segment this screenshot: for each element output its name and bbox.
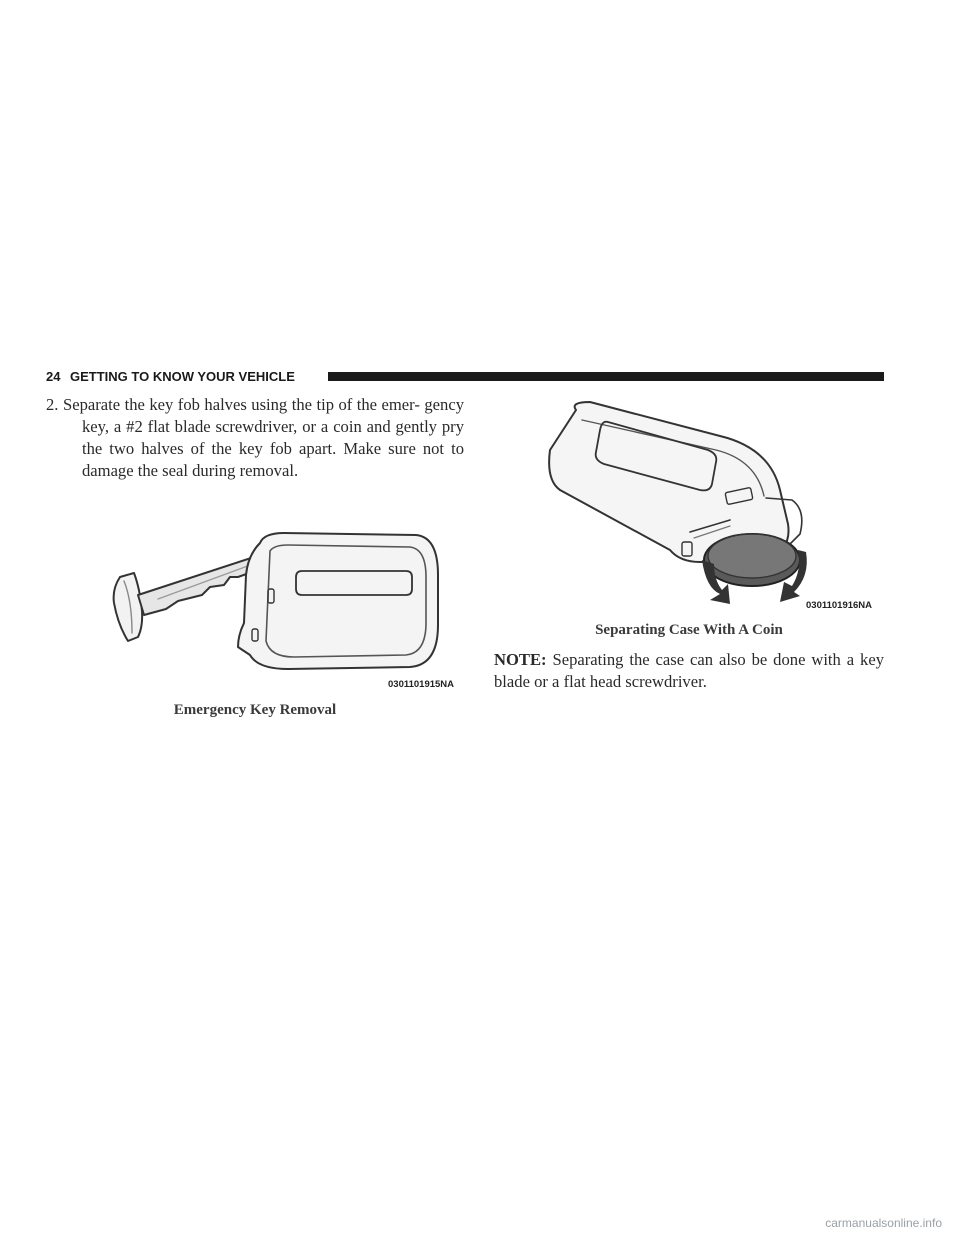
caption-emergency-key: Emergency Key Removal xyxy=(173,702,337,718)
note-paragraph xyxy=(494,649,884,693)
key-fob-coin-icon xyxy=(530,400,894,612)
step-paragraph xyxy=(46,394,464,482)
header-rule xyxy=(328,372,884,381)
caption-separating-case: Separating Case With A Coin xyxy=(595,622,783,638)
separating-case-illustration xyxy=(530,400,894,612)
section-title: GETTING TO KNOW YOUR VEHICLE xyxy=(70,369,295,384)
note-text: Separating the case can also be done with a key blade or a flat head screwdriver. xyxy=(494,650,884,691)
emergency-key-illustration xyxy=(88,515,466,695)
figure-id-emergency-key: 0301101915NA xyxy=(388,679,455,690)
key-fob-with-key-icon xyxy=(88,515,466,695)
page-header xyxy=(46,369,884,385)
step-number: 2. xyxy=(46,395,59,414)
note-label: NOTE: xyxy=(494,650,547,669)
watermark: carmanualsonline.info xyxy=(825,1216,942,1230)
page-number: 24 xyxy=(46,369,61,384)
step-text: Separate the key fob halves using the tip of the emer- gency key, a #2 flat blade screwdriver, or a coin and gently pry the two halves of the key fob apart. Make sure not to damage the seal during removal. xyxy=(63,395,464,480)
figure-id-separating-case: 0301101916NA xyxy=(806,600,873,611)
